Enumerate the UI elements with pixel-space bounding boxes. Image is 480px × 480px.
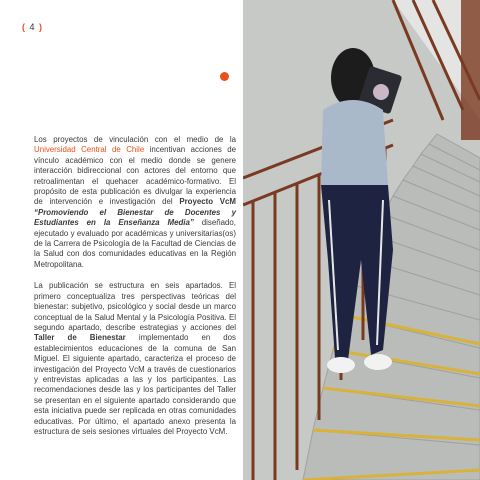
workshop-name: Taller de Bienestar <box>34 333 126 343</box>
university-link[interactable]: Universidad Central de Chile <box>34 145 145 155</box>
body-text <box>34 135 236 448</box>
project-name: Proyecto VcM <box>179 197 236 207</box>
intro-text-2: incentivan acciones de vínculo académico con el medio donde se genere interacción bidireccional con actores del entorno que retroalimentan el quehacer académico-formativo. El propósito de esta publicación es divulgar la experiencia de intervención e investigación del <box>34 145 236 207</box>
staircase-photo <box>243 0 480 480</box>
structure-text-2: implementado en dos establecimientos educaciones de la comuna de San Miguel. El siguiente apartado, caracteriza el proceso de investigación del Proyecto VcM a través de cuestionarios y entrevistas aplicadas a las y los participantes. Las recomendaciones desde las y los participantes del Taller se presentan en el siguiente apartado considerando que esta iniciativa puede ser replicada en otras comunidades educativas. Por último, el apartado anexo presenta la estructura de seis sesiones virtuales del Proyecto VcM. <box>34 333 237 436</box>
page-number-bracket-close: ) <box>39 22 44 32</box>
intro-text-3: diseñado, ejecutado y evaluado por académicas y universitarias(os) de la Carrera de Psicología de la Facultad de Ciencias de la Salud con dos comunidades educativas en la Región Metropolitana. <box>34 218 236 269</box>
page-number-bracket-open: ( <box>22 22 26 32</box>
staircase-illustration <box>243 0 480 480</box>
paragraph-intro <box>34 135 236 270</box>
page-number-value: 4 <box>29 22 36 32</box>
paragraph-structure <box>34 281 236 437</box>
page-number <box>22 22 43 32</box>
intro-text-1: Los proyectos de vinculación con el medio de la <box>34 135 236 144</box>
project-title: “Promoviendo el Bienestar de Docentes y Estudiantes en la Enseñanza Media” <box>34 207 236 228</box>
structure-text-1: La publicación se estructura en seis apartados. El primero conceptualiza tres perspectivas teóricas del bienestar: subjetivo, psicológico y social desde un marco conceptual de la Salud Mental y la Psicología Positiva. El segundo apartado, describe estrategias y acciones del <box>34 281 236 332</box>
small-dot-icon <box>220 72 229 81</box>
